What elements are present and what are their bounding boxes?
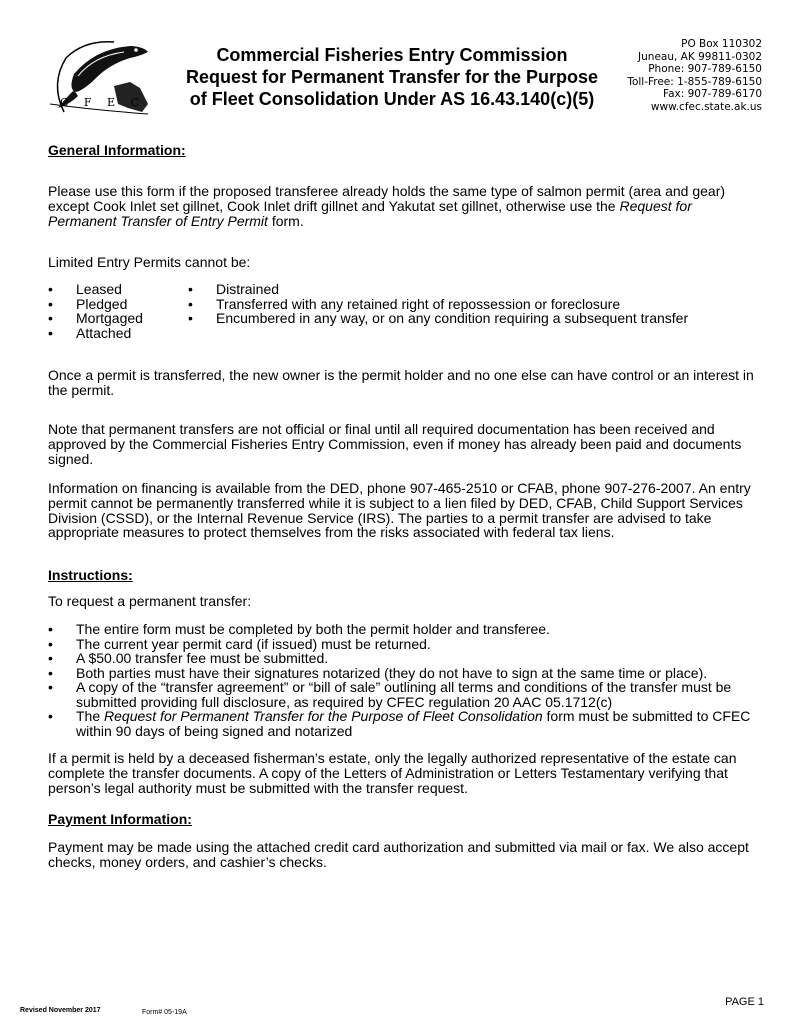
- instructions-heading: Instructions:: [48, 567, 133, 583]
- list-item: • Attached: [48, 324, 132, 341]
- list-item: • A $50.00 transfer fee must be submitted.: [48, 650, 329, 666]
- restriction-list-left: [48, 282, 188, 340]
- contact-po-box: PO Box 110302: [681, 38, 762, 50]
- list-item: • Transferred with any retained right of repossession or foreclosure: [188, 295, 621, 312]
- instructions-lead: To request a permanent transfer:: [48, 593, 252, 609]
- form-number: Form# 05-19A: [142, 1009, 187, 1016]
- cannot-be-label: Limited Entry Permits cannot be:: [48, 254, 251, 270]
- list-item: • Distrained: [188, 281, 280, 297]
- contact-fax: Fax: 907-789-6170: [663, 88, 762, 101]
- note-text: Note that permanent transfers are not official or final until all required documentation has been received and approved by the Commercial Fisheries Entry Commission, even if money has already been paid and documents signed.: [48, 421, 742, 467]
- contact-website: www.cfec.state.ak.us: [650, 100, 762, 113]
- revised-date: Revised November 2017: [20, 1007, 101, 1014]
- payment-heading: Payment Information:: [48, 811, 192, 827]
- list-item: • Mortgaged: [48, 310, 143, 326]
- contact-block: [627, 38, 762, 114]
- list-item: • Encumbered in any way, or on any condition requiring a subsequent transfer: [188, 310, 689, 326]
- list-item: • Leased: [48, 281, 122, 297]
- title-line-3: of Fleet Consolidation Under AS 16.43.140(c)(5): [189, 89, 595, 109]
- contact-phone: Phone: 907-789-6150: [648, 63, 762, 76]
- list-item: • The Request for Permanent Transfer for the Purpose of Fleet Consolidation form must be submitted to CFEC within 90 days of being signed and notarized: [48, 708, 751, 739]
- title-line-1: Commercial Fisheries Entry Commission: [216, 45, 568, 65]
- title-line-2: Request for Permanent Transfer for the Purpose: [185, 67, 599, 87]
- payment-text: Payment may be made using the attached credit card authorization and submitted via mail or fax. We also accept checks, money orders, and cashier’s checks.: [48, 839, 749, 870]
- cfec-fish-logo: [44, 34, 154, 124]
- once-transferred-text: Once a permit is transferred, the new owner is the permit holder and no one else can have control or an interest in the permit.: [48, 367, 754, 398]
- restriction-list-right: [188, 282, 748, 326]
- estate-text: If a permit is held by a deceased fisherman’s estate, only the legally authorized representative of the estate can complete the transfer documents. A copy of the Letters of Administration or Letters Testamentary verifying that person’s legal authority must be submitted with the transfer request.: [48, 750, 737, 796]
- list-item: • The entire form must be completed by both the permit holder and transferee.: [48, 621, 550, 637]
- list-item: • Pledged: [48, 295, 128, 312]
- list-item: • The current year permit card (if issued) must be returned.: [48, 635, 431, 652]
- list-item: • A copy of the “transfer agreement” or “bill of sale” outlining all terms and conditions of the transfer must be submitted providing full disclosure, as required by CFEC regulation 20 AAC 05.1712(c): [48, 679, 732, 710]
- logo-text: C F E C: [60, 96, 145, 109]
- contact-toll-free: Toll-Free: 1-855-789-6150: [627, 75, 762, 88]
- general-intro: Please use this form if the proposed transferee already holds the same type of salmon permit (area and gear) except Cook Inlet set gillnet, Cook Inlet drift gillnet and Yakutat set gillnet, otherwise use the Request for Permanent Transfer of Entry Permit form.: [48, 183, 726, 229]
- list-item: • Both parties must have their signatures notarized (they do not have to sign at the same time or place).: [48, 664, 708, 681]
- form-title: [168, 44, 616, 110]
- contact-city: Juneau, AK 99811-0302: [638, 50, 762, 63]
- instructions-list: [48, 622, 760, 738]
- page-number: PAGE 1: [725, 996, 764, 1008]
- general-info-heading: General Information:: [48, 142, 186, 158]
- financing-text: Information on financing is available from the DED, phone 907-465-2510 or CFAB, phone 907-276-2007. An entry permit cannot be permanently transferred while it is subject to a lien filed by DED, CFAB, Child Support Services Division (CSSD), or the Internal Revenue Service (IRS). The parties to a permit transfer are advised to take appropriate measures to protect themselves from the risks associated with federal tax liens.: [48, 480, 751, 541]
